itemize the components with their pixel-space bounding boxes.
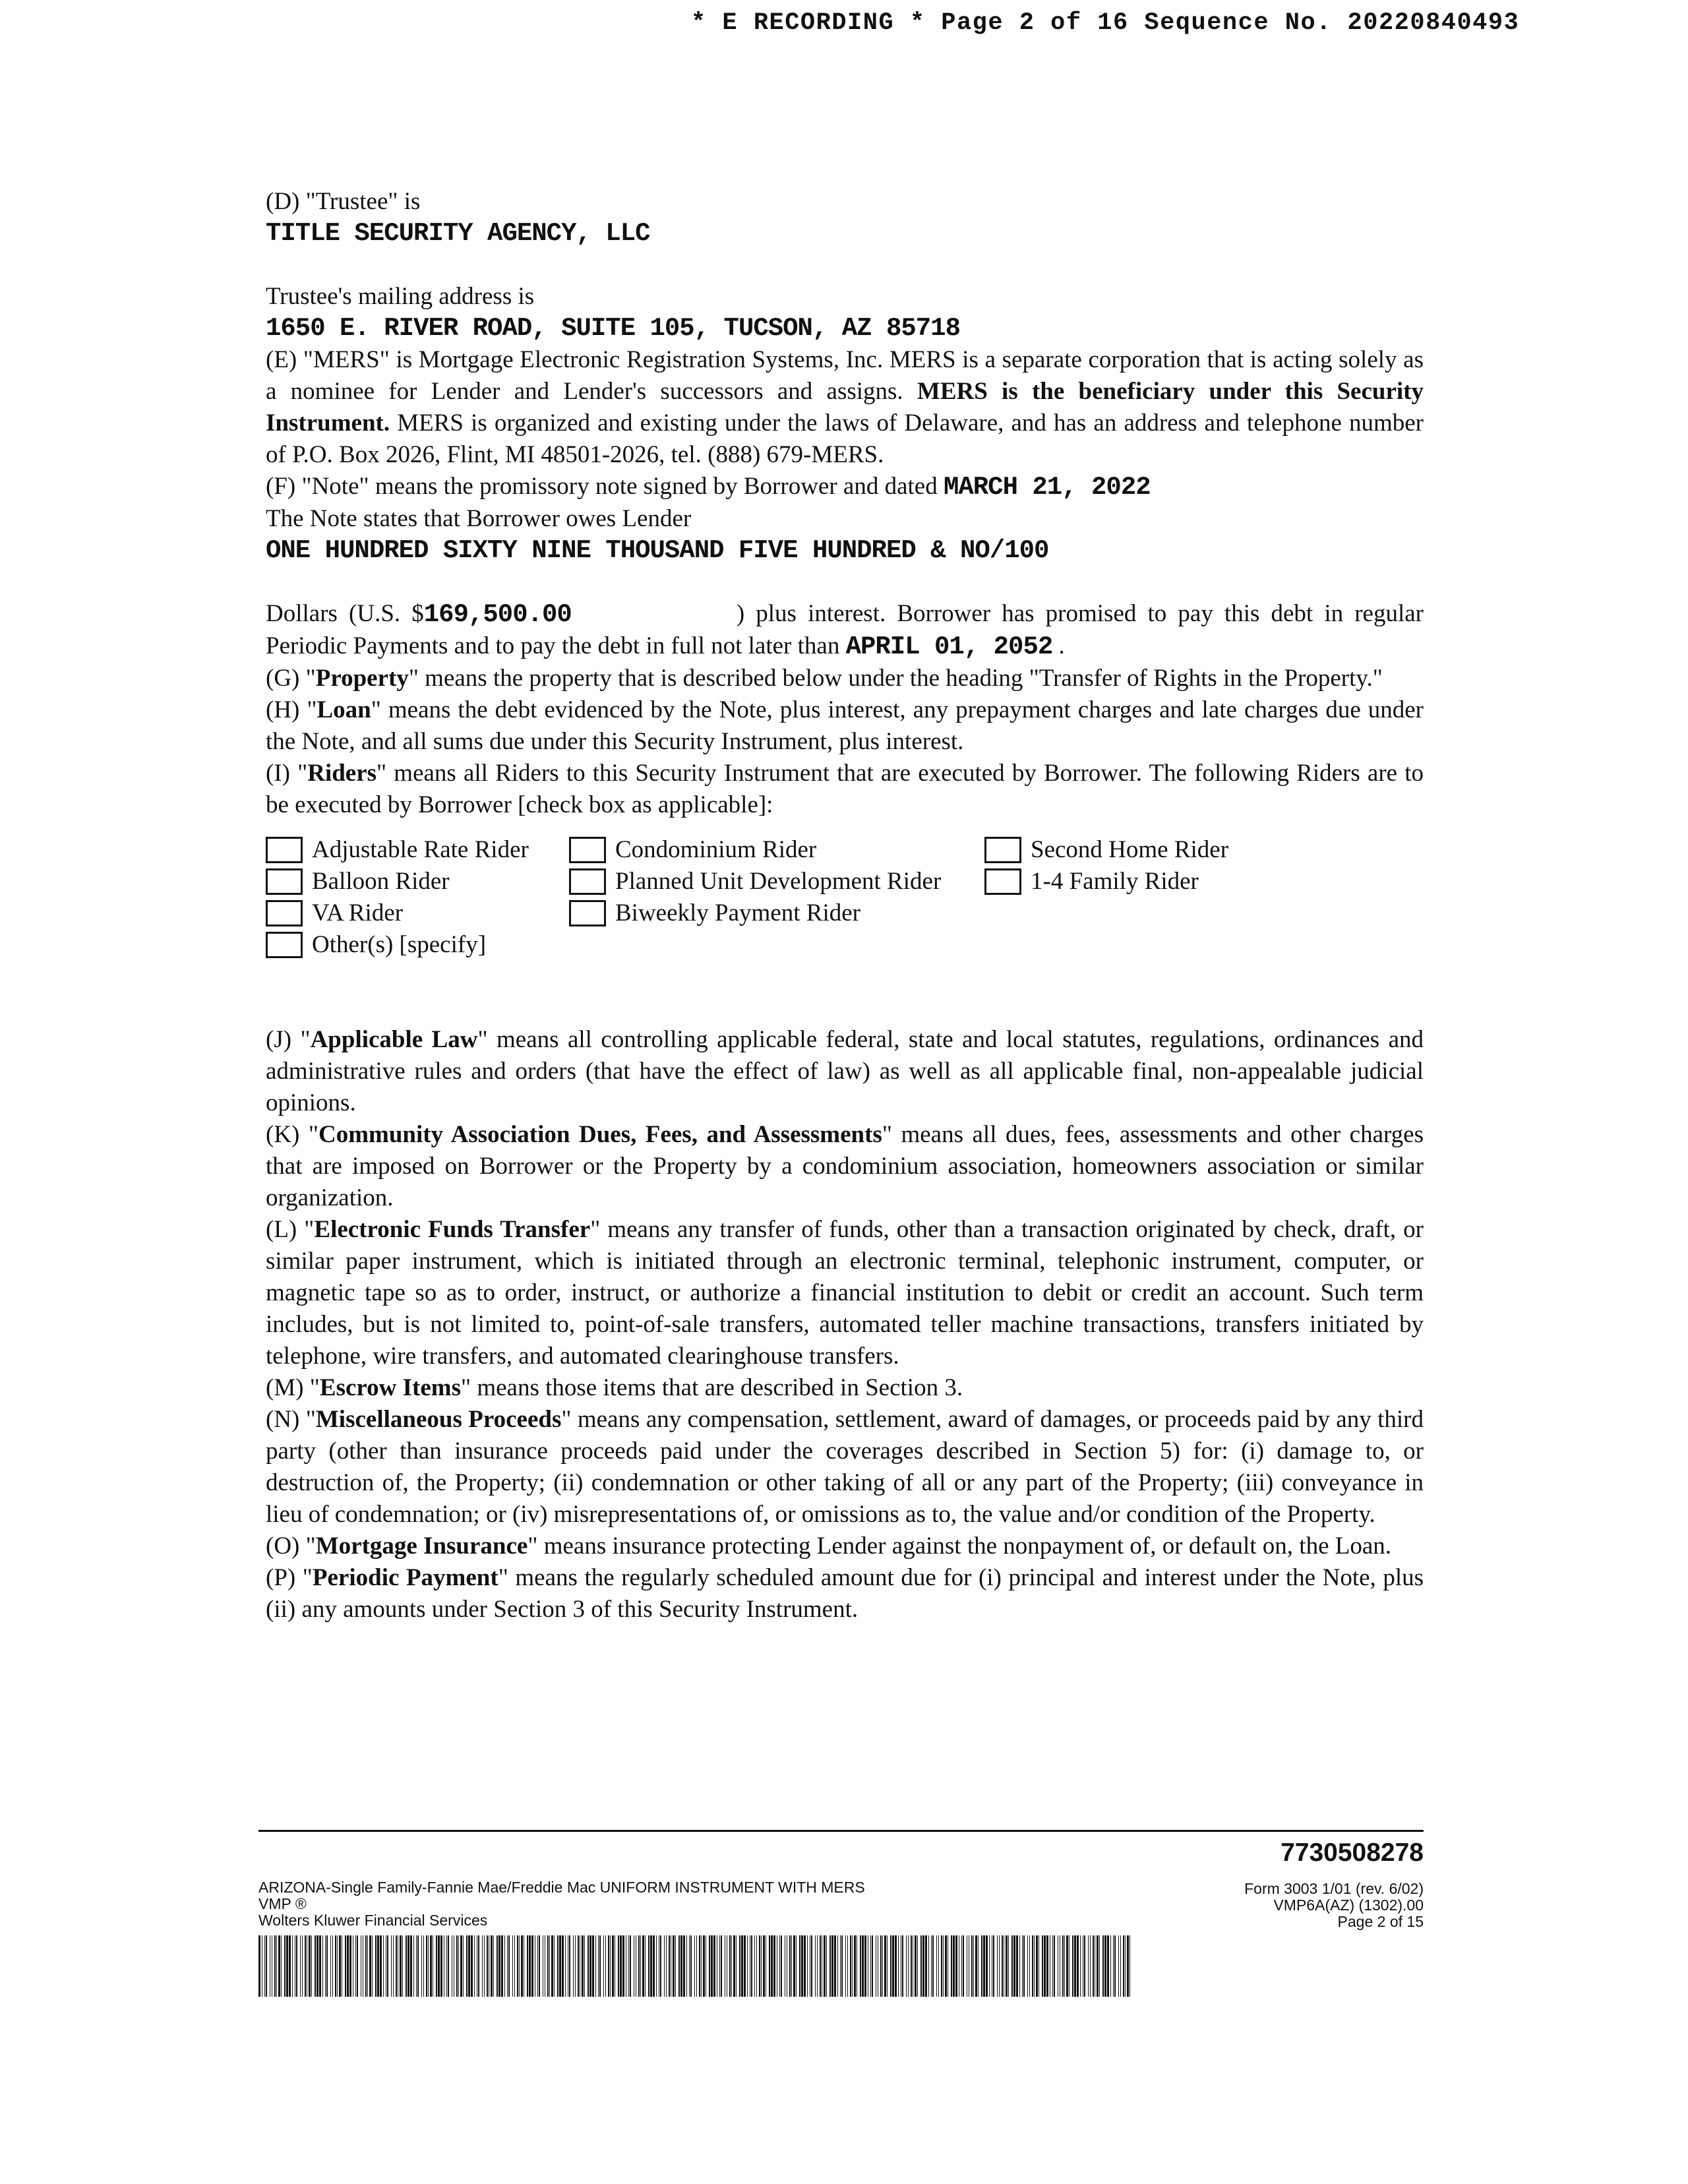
- maturity-date: APRIL 01, 2052: [845, 632, 1053, 661]
- checkbox[interactable]: [266, 868, 303, 895]
- rider-option[interactable]: Second Home Rider: [984, 834, 1261, 866]
- rider-option[interactable]: Biweekly Payment Rider: [569, 897, 984, 929]
- rider-option[interactable]: VA Rider: [266, 897, 569, 929]
- rider-option[interactable]: Balloon Rider: [266, 866, 569, 897]
- checkbox[interactable]: [266, 932, 303, 958]
- definition-misc-proceeds: (N) "Miscellaneous Proceeds" means any compensation, settlement, award of damages, or proceeds paid by any third party (other than insurance proceeds paid under the coverages described in Section 5) for: (i) damage to, or destruction of, the Property; (ii) condemnation or other taking of all or any part of the Property; (iii) conveyance in lieu of condemnation; or (iv) misrepresentations of, or omissions as to, the value and/or condition of the Property.: [266, 1406, 1424, 1528]
- note-owes-label: The Note states that Borrower owes Lender: [266, 505, 692, 532]
- rider-option[interactable]: Other(s) [specify]: [266, 929, 569, 961]
- rider-option[interactable]: Adjustable Rate Rider: [266, 834, 569, 866]
- dollars-clause: Dollars (U.S. $169,500.00 ) plus interest. Borrower has promised to pay this debt in regular Periodic Payments and to pay the debt in full not later than APRIL 01, 2052 .: [266, 600, 1424, 661]
- definition-periodic-payment: (P) "Periodic Payment" means the regularly scheduled amount due for (i) principal and interest under the Note, plus (ii) any amounts under Section 3 of this Security Instrument.: [266, 1564, 1424, 1623]
- definition-property: (G) "Property" means the property that is described below under the heading "Transfer of Rights in the Property.": [266, 665, 1383, 692]
- form-page: Page 2 of 15: [1337, 1913, 1424, 1930]
- footer-divider: [258, 1830, 1424, 1832]
- definition-escrow-items: (M) "Escrow Items" means those items that are described in Section 3.: [266, 1374, 963, 1401]
- recording-header: * E RECORDING * Page 2 of 16 Sequence No. 20220840493: [691, 9, 1520, 37]
- rider-spacer: [984, 897, 1261, 929]
- definition-loan: (H) "Loan" means the debt evidenced by the Note, plus interest, any prepayment charges and late charges due under the Note, and all sums due under this Security Instrument, plus interest.: [266, 696, 1424, 755]
- loan-amount-words: ONE HUNDRED SIXTY NINE THOUSAND FIVE HUNDRED & NO/100: [266, 536, 1049, 565]
- note-date: MARCH 21, 2022: [943, 473, 1151, 502]
- barcode: [258, 1935, 1131, 1997]
- riders-checklist: [266, 834, 1424, 961]
- note-definition: (F) "Note" means the promissory note signed by Borrower and dated MARCH 21, 2022: [266, 473, 1151, 502]
- form-code: VMP6A(AZ) (1302).00: [1273, 1896, 1424, 1914]
- checkbox[interactable]: [569, 868, 606, 895]
- form-title: ARIZONA-Single Family-Fannie Mae/Freddie Mac UNIFORM INSTRUMENT WITH MERS: [258, 1879, 865, 1896]
- barcode-bar: [1130, 1935, 1133, 1997]
- form-id-block: [1244, 1881, 1424, 1930]
- rider-option[interactable]: 1-4 Family Rider: [984, 866, 1261, 897]
- publisher: Wolters Kluwer Financial Services: [258, 1912, 488, 1929]
- checkbox[interactable]: [569, 837, 606, 863]
- rider-option[interactable]: Condominium Rider: [569, 834, 984, 866]
- checkbox[interactable]: [266, 900, 303, 926]
- mers-definition: (E) "MERS" is Mortgage Electronic Registration Systems, Inc. MERS is a separate corporation that is acting solely as a nominee for Lender and Lender's successors and assigns. MERS is the beneficiary under this Security Instrument. MERS is organized and existing under the laws of Delaware, and has an address and telephone number of P.O. Box 2026, Flint, MI 48501-2026, tel. (888) 679-MERS.: [266, 346, 1424, 468]
- form-title-block: [258, 1879, 865, 1929]
- checkbox[interactable]: [984, 868, 1021, 895]
- checkbox[interactable]: [569, 900, 606, 926]
- definition-mortgage-insurance: (O) "Mortgage Insurance" means insurance protecting Lender against the nonpayment of, or default on, the Loan.: [266, 1532, 1392, 1560]
- definition-eft: (L) "Electronic Funds Transfer" means any transfer of funds, other than a transaction originated by check, draft, or similar paper instrument, which is initiated through an electronic terminal, telephonic instrument, computer, or magnetic tape so as to order, instruct, or authorize a financial institution to debit or credit an account. Such term includes, but is not limited to, point-of-sale transfers, automated teller machine transactions, transfers initiated by telephone, wire transfers, and automated clearinghouse transfers.: [266, 1216, 1424, 1370]
- vmp-mark: VMP ®: [258, 1895, 307, 1912]
- definition-riders: (I) "Riders" means all Riders to this Security Instrument that are executed by Borrower. The following Riders are to be executed by Borrower [check box as applicable]:: [266, 760, 1424, 818]
- checkbox[interactable]: [984, 837, 1021, 863]
- rider-option[interactable]: Planned Unit Development Rider: [569, 866, 984, 897]
- checkbox[interactable]: [266, 837, 303, 863]
- document-body: [266, 186, 1424, 1625]
- definition-applicable-law: (J) "Applicable Law" means all controlling applicable federal, state and local statutes, regulations, ordinances and administrative rules and orders (that have the effect of law) as well as all applicable final, non-appealable judicial opinions.: [266, 1026, 1424, 1116]
- loan-number: 7730508278: [1281, 1838, 1424, 1867]
- loan-amount: 169,500.00: [423, 600, 572, 629]
- trustee-address: 1650 E. RIVER ROAD, SUITE 105, TUCSON, AZ 85718: [266, 314, 960, 343]
- form-number: Form 3003 1/01 (rev. 6/02): [1244, 1880, 1424, 1897]
- trustee-label: (D) "Trustee" is: [266, 188, 421, 215]
- trustee-name: TITLE SECURITY AGENCY, LLC: [266, 219, 650, 248]
- trustee-address-label: Trustee's mailing address is: [266, 283, 535, 310]
- definition-association-dues: (K) "Community Association Dues, Fees, and Assessments" means all dues, fees, assessments and other charges that are imposed on Borrower or the Property by a condominium association, homeowners association or similar organization.: [266, 1121, 1424, 1211]
